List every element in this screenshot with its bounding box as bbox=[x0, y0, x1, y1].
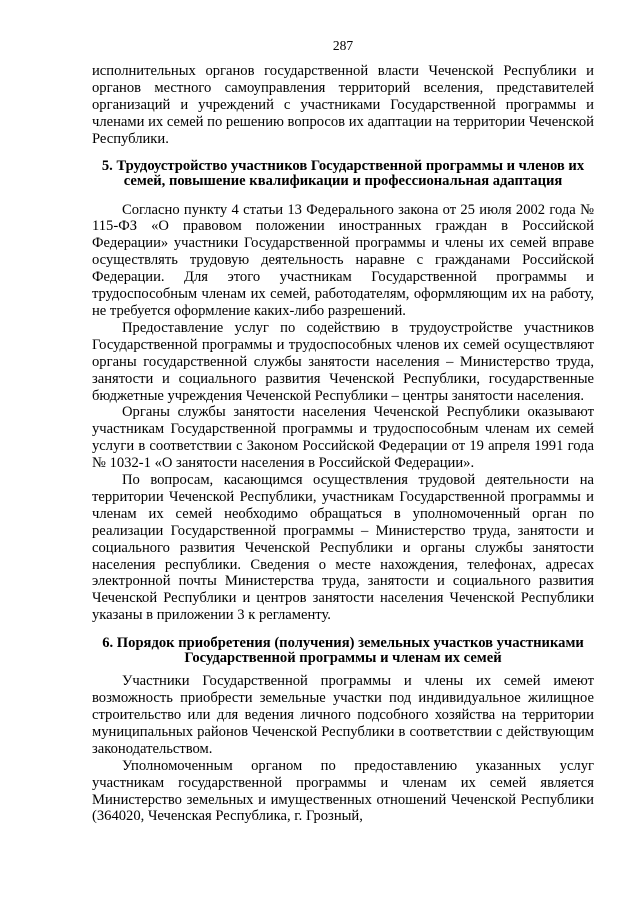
section-5-paragraph-2: Предоставление услуг по содействию в трудоустройстве участников Государственной программы и трудоспособных членов их семей осуществляют органы государственной службы занятости населения – Министерство труда, занятости и социального развития Чеченской Республики, государственные бюджетные учреждения Чеченской Республики – центры занятости населения. bbox=[92, 319, 594, 404]
section-5-heading: 5. Трудоустройство участников Государственной программы и членов их семей, повышение квалификации и профессиональная адаптация bbox=[101, 157, 585, 189]
page-number: 287 bbox=[332, 38, 354, 53]
section-5-paragraph-4: По вопросам, касающимся осуществления трудовой деятельности на территории Чеченской Республики, участникам Государственной программы и членам их семей необходимо обращаться в уполномоченный орган по реализации Государственной программы – Министерство труда, занятости и социального развития Чеченской Республики и органы службы занятости населения республики. Сведения о месте нахождения, телефонах, адресах электронной почты Министерства труда, занятости и социального развития Чеченской Республики и центров занятости населения Чеченской Республики указаны в приложении 3 к регламенту. bbox=[92, 472, 594, 624]
section-6-paragraph-1: Участники Государственной программы и члены их семей имеют возможность приобрести земельные участки под индивидуальное жилищное строительство или для ведения личного подсобного хозяйства на территории муниципальных районов Чеченской Республики в соответствии с действующим законодательством. bbox=[92, 673, 594, 757]
section-5-paragraph-1: Согласно пункту 4 статьи 13 Федерального закона от 25 июля 2002 года № 115-ФЗ «О правовом положении иностранных граждан в Российской Федерации» участники Государственной программы и члены их семей вправе осуществлять трудовую деятельность наравне с гражданами Российской Федерации. Для этого участникам Государственной программы и трудоспособным членам их семей, работодателям, оформляющим их на работу, не требуется оформление каких-либо разрешений. bbox=[92, 201, 594, 319]
intro-paragraph: исполнительных органов государственной власти Чеченской Республики и органов местного самоуправления территорий вселения, представителей организаций и учреждений с участниками Государственной программы и членами их семей по решению вопросов их адаптации на территории Чеченской Республики. bbox=[92, 63, 594, 147]
section-5-paragraph-3: Органы службы занятости населения Чеченской Республики оказывают участникам Государственной программы и трудоспособным членам их семей услуги в соответствии с Законом Российской Федерации от 19 апреля 1991 года № 1032-1 «О занятости населения в Российской Федерации». bbox=[92, 404, 594, 472]
section-6-paragraph-2: Уполномоченным органом по предоставлению указанных услуг участникам государственной программы и членам их семей является Министерство земельных и имущественных отношений Чеченской Республики (364020, Чеченская Республика, г. Грозный, bbox=[92, 757, 594, 825]
section-6-heading: 6. Порядок приобретения (получения) земельных участков участниками Государственной программы и членам их семей bbox=[102, 635, 584, 667]
